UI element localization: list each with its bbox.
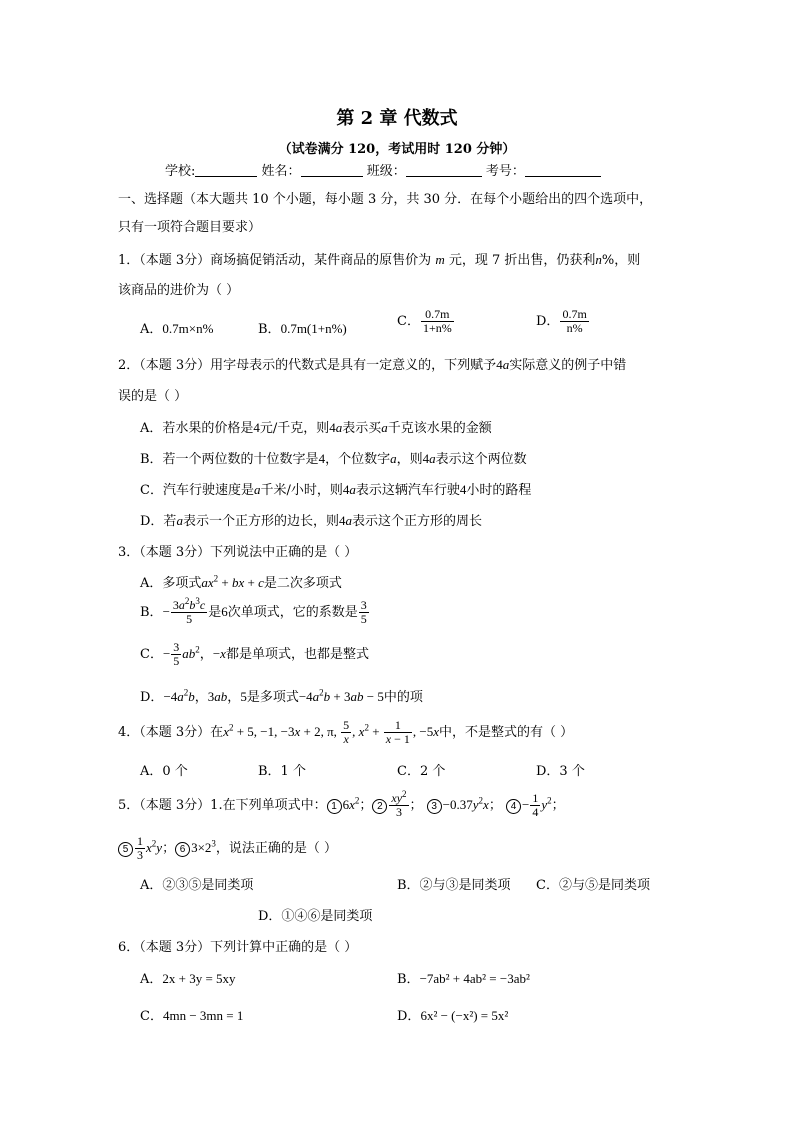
- q2-line2: 误的是（ ）: [118, 389, 188, 404]
- q2-c1: C．汽车行驶速度是: [140, 483, 254, 498]
- school-blank[interactable]: [195, 164, 257, 177]
- section-heading-line2: 只有一项符合题目要求）: [118, 220, 262, 235]
- page-subtitle: （试卷满分 120，考试用时 120 分钟）: [278, 142, 516, 157]
- q3-d1: D．: [140, 690, 164, 705]
- q5-option-a[interactable]: A．②③⑤是同类项: [140, 878, 254, 893]
- q1-line2: 该商品的进价为（ ）: [118, 283, 240, 298]
- q1-opt-b-label: B．: [258, 322, 281, 337]
- q3-option-a[interactable]: A．多项式$ax^2$ + bx + c是二次多项式: [140, 573, 342, 591]
- q5-option-d[interactable]: D．①④⑥是同类项: [258, 909, 373, 924]
- q1-opt-a-label: A．: [140, 322, 163, 337]
- q6-line1: 6．（本题 3分）下列计算中正确的是（ ）: [118, 940, 358, 955]
- class-label: 班级：: [366, 164, 406, 179]
- section-heading-line1: 一、选择题（本大题共 10 个小题，每小题 3 分，共 30 分．在每个小题给出的四个选项中，: [118, 192, 653, 207]
- q5-text-b: ，说法正确的是（ ）: [215, 841, 338, 856]
- q1-opt-b-math: 0.7m(1+n%): [280, 321, 347, 336]
- q6-opt-a-label: A．: [140, 972, 163, 987]
- q3-d3: ，: [227, 690, 241, 705]
- q1-opt-c-num: 0.7m: [421, 308, 454, 322]
- q2-d1: D．若: [140, 514, 177, 529]
- q4-text-a: 4．（本题 3分）在: [118, 725, 224, 740]
- q5-option-b[interactable]: B．②与③是同类项: [397, 878, 511, 893]
- q2-d3: 表示这个正方形的周长: [351, 514, 482, 529]
- q5-line2: 5 $\frac{1}{3}$ $x^2y$； 6 $3\times 2^3$，说法正确的是（ ）: [118, 835, 337, 862]
- q2-option-c[interactable]: C．汽车行驶速度是a千米/小时，则4a表示这辆汽车行驶4小时的路程: [140, 482, 532, 498]
- q2-c3: 表示这辆汽车行驶: [355, 483, 460, 498]
- q4-text-b: 中，不是整式的有（ ）: [439, 725, 574, 740]
- q2-text-b: 实际意义的例子中错: [509, 358, 627, 373]
- q6-opt-c-math: 4mn − 3mn = 1: [162, 1008, 244, 1023]
- q5-option-c[interactable]: C．②与⑤是同类项: [536, 878, 650, 893]
- q6-opt-c-label: C．: [140, 1009, 163, 1024]
- q1-option-d[interactable]: [536, 308, 590, 335]
- q1-text-a: 1．（本题 3分）商场搞促销活动，某件商品的原售价为: [118, 253, 436, 268]
- q2-c4: 小时的路程: [466, 483, 532, 498]
- q1-opt-d-label: D．: [536, 314, 560, 329]
- q2-a4: 千克该水果的金额: [387, 421, 492, 436]
- q2-b3: ，则: [396, 452, 423, 467]
- q4-option-a[interactable]: A．0 个: [140, 764, 188, 779]
- q3-option-c[interactable]: C．− $\frac{3}{5}$ $ab^2$，−x都是单项式，也都是整式: [140, 640, 369, 668]
- q3-option-b[interactable]: B．− $\frac{3a^2b^3c}{5}$ 是6次单项式，它的系数是 $\frac{3}{5}$: [140, 596, 367, 626]
- q1-option-b[interactable]: [258, 318, 347, 337]
- q4-line1: 4．（本题 3分）在$x^2 + 5$, −1, −3x + 2, π, $\frac{5}{x}$ , $x^2$ + $\frac{1}{x - 1}$ , −5x中，不是整式的有（ ）: [118, 718, 574, 746]
- q2-d2: 表示一个正方形的边长，则: [182, 514, 339, 529]
- q6-opt-d-label: D．: [397, 1009, 421, 1024]
- q1-opt-c-label: C．: [397, 314, 420, 329]
- q3-line1: 3．（本题 3分）下列说法中正确的是（ ）: [118, 545, 358, 560]
- q3-c3: 都是单项式，也都是整式: [225, 647, 369, 662]
- q2-option-b[interactable]: B．若一个两位数的十位数字是4，个位数字a，则4a表示这个两位数: [140, 451, 527, 467]
- q3-c1: C．: [140, 647, 163, 662]
- q1-text-c: ，则: [614, 253, 641, 268]
- q3-c2: ，: [199, 647, 213, 662]
- q6-option-a[interactable]: [140, 968, 236, 987]
- page-title: 第 2 章 代数式: [336, 108, 458, 129]
- q2-text-a: 2．（本题 3分）用字母表示的代数式是具有一定意义的，下列赋予: [118, 358, 497, 373]
- q1-text-b: 元，现 7 折出售，仍获利: [448, 253, 596, 268]
- q2-b1: B．若一个两位数的十位数字是: [140, 452, 319, 467]
- q6-opt-b-label: B．: [397, 972, 420, 987]
- q3-d5: 中的项: [383, 690, 423, 705]
- q2-b2: ，个位数字: [325, 452, 391, 467]
- q2-option-a[interactable]: A．若水果的价格是4元/千克，则4a表示买a千克该水果的金额: [140, 420, 492, 436]
- q4-option-c[interactable]: C．2 个: [397, 764, 446, 779]
- q1-opt-d-den: n%: [566, 321, 583, 335]
- student-info-row: [165, 160, 601, 179]
- q1-option-a[interactable]: [140, 318, 213, 337]
- q3-d2: ，: [194, 690, 208, 705]
- q1-line1: 1．（本题 3分）商场搞促销活动，某件商品的原售价为 m 元，现 7 折出售，仍获利n%，则: [118, 252, 641, 268]
- school-label: 学校:: [165, 164, 196, 179]
- q6-opt-a-math: 2x + 3y = 5xy: [162, 971, 236, 986]
- q6-option-d[interactable]: [397, 1005, 508, 1024]
- q1-option-c[interactable]: [397, 308, 455, 335]
- q1-opt-a-math: 0.7m×n%: [162, 321, 214, 336]
- class-blank[interactable]: [406, 164, 482, 177]
- q2-c2: 千米/小时，则: [260, 483, 343, 498]
- q3-b1: B．: [140, 605, 163, 620]
- name-blank[interactable]: [301, 164, 363, 177]
- q3-b3: 次单项式，它的系数是: [227, 605, 358, 620]
- q1-opt-c-den: 1+n%: [422, 321, 452, 335]
- q6-opt-b-math: −7ab² + 4ab² = −3ab²: [419, 971, 530, 986]
- q3-d4: 是多项式: [246, 690, 299, 705]
- q3-a2: 是二次多项式: [263, 576, 342, 591]
- q1-opt-d-num: 0.7m: [562, 307, 587, 321]
- q5-line1: 5．（本题 3分）1.在下列单项式中： 1 $6x^2$； 2 $\frac{xy^2}{3}$ ； $3 -0.37y^2x$； 4 − $\frac{1}{4}$ $y^2$；: [118, 789, 565, 819]
- q2-b4: 表示这个两位数: [435, 452, 527, 467]
- q6-option-c[interactable]: [140, 1005, 243, 1024]
- q2-option-d[interactable]: D．若a表示一个正方形的边长，则4a表示这个正方形的周长: [140, 513, 482, 529]
- q2-line1: 2．（本题 3分）用字母表示的代数式是具有一定意义的，下列赋予4a实际意义的例子中错: [118, 357, 627, 373]
- id-blank[interactable]: [525, 164, 601, 177]
- q4-option-b[interactable]: B．1 个: [258, 764, 306, 779]
- q3-option-d[interactable]: D．$-4a^2b$，3ab，5是多项式$-4a^2b + 3ab - 5$中的项: [140, 687, 423, 705]
- q5-text-a: 5．（本题 3分）1.在下列单项式中：: [118, 798, 327, 813]
- q6-opt-d-math: 6x² − (−x²) = 5x²: [420, 1008, 509, 1023]
- q3-a1: A．多项式: [140, 576, 202, 591]
- q2-a1: A．若水果的价格是: [140, 421, 254, 436]
- name-label: 姓名：: [261, 164, 301, 179]
- q2-a3: 表示买: [342, 421, 382, 436]
- q2-a2: 元/千克，则: [259, 421, 330, 436]
- q6-option-b[interactable]: [397, 968, 530, 987]
- q4-option-d[interactable]: D．3 个: [536, 764, 585, 779]
- q3-b2: 是: [208, 605, 222, 620]
- id-label: 考号：: [485, 164, 525, 179]
